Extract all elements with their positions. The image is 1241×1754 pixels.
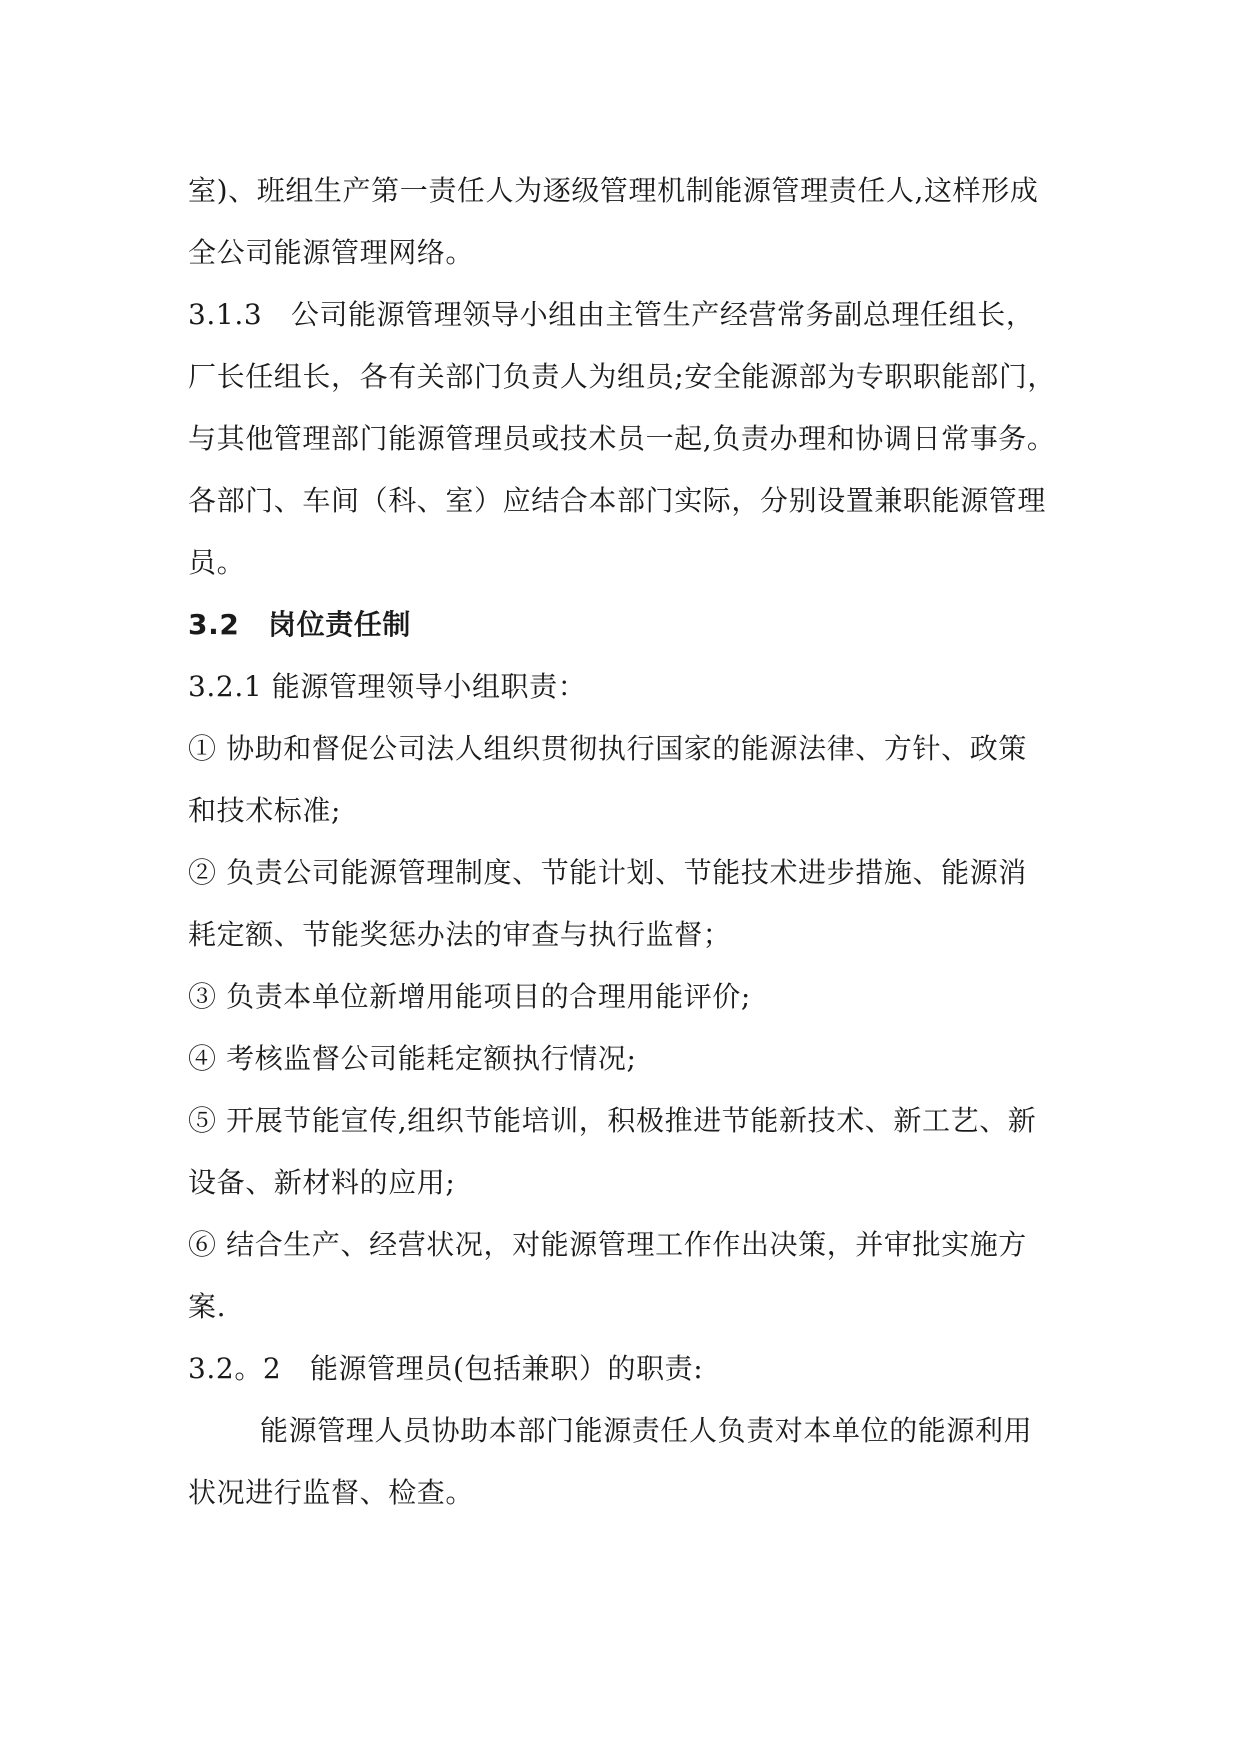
section-heading: 3.2 岗位责任制 [188,608,412,641]
paragraph-line: 与其他管理部门能源管理员或技术员一起,负责办理和协调日常事务。 [188,422,1056,455]
list-item-line: 案. [188,1290,227,1323]
list-item-line: ④ 考核监督公司能耗定额执行情况; [188,1042,637,1075]
list-item-line: ① 协助和督促公司法人组织贯彻执行国家的能源法律、方针、政策 [188,732,1027,765]
paragraph-line: 3.1.3 公司能源管理领导小组由主管生产经营常务副总理任组长， [188,298,1035,331]
list-item-line: ⑥ 结合生产、经营状况，对能源管理工作作出决策，并审批实施方 [188,1228,1027,1261]
subsection-title: 3.2。2 能源管理员(包括兼职）的职责: [188,1352,704,1385]
list-item-line: ② 负责公司能源管理制度、节能计划、节能技术进步措施、能源消 [188,856,1027,889]
list-item-line: 设备、新材料的应用; [188,1166,456,1199]
paragraph-line: 全公司能源管理网络。 [188,236,475,269]
paragraph-line: 状况进行监督、检查。 [188,1476,475,1509]
document-body [188,160,1068,1524]
paragraph-line: 员。 [188,546,246,579]
paragraph-line: 厂长任组长，各有关部门负责人为组员;安全能源部为专职职能部门， [188,360,1057,393]
list-item-line: 和技术标准; [188,794,342,827]
list-item-line: 耗定额、节能奖惩办法的审查与执行监督； [188,918,732,951]
paragraph-line: 能源管理人员协助本部门能源责任人负责对本单位的能源利用 [260,1414,1033,1447]
subsection-title: 3.2.1 能源管理领导小组职责： [188,670,587,703]
list-item-line: ③ 负责本单位新增用能项目的合理用能评价; [188,980,751,1013]
paragraph-line: 各部门、车间（科、室）应结合本部门实际，分别设置兼职能源管理 [188,484,1047,517]
list-item-line: ⑤ 开展节能宣传,组织节能培训，积极推进节能新技术、新工艺、新 [188,1104,1037,1137]
paragraph-line: 室)、班组生产第一责任人为逐级管理机制能源管理责任人,这样形成 [188,174,1039,207]
